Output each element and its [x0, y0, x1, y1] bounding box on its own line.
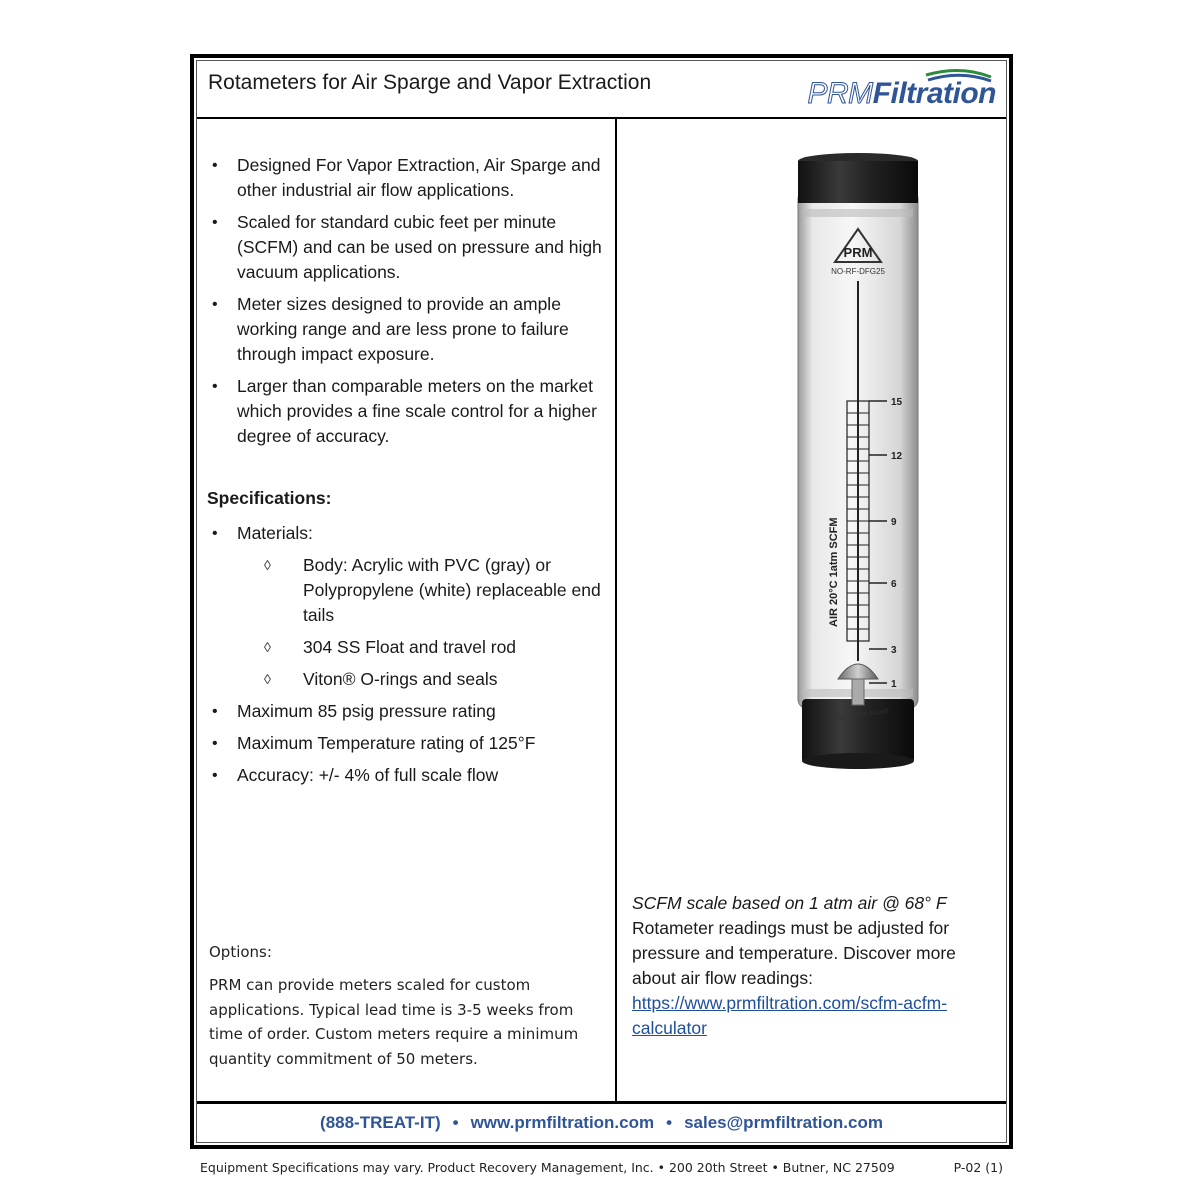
- spec-materials-label: • Materials:: [202, 521, 612, 546]
- prm-filtration-logo: [776, 65, 996, 113]
- scale-tick-label: 6: [891, 579, 897, 590]
- logo-prm-text: PRM: [807, 77, 873, 110]
- logo-filtration-text: Filtration: [872, 77, 996, 110]
- page-footer: [200, 1160, 1003, 1175]
- page-title: Rotameters for Air Sparge and Vapor Extraction: [208, 71, 652, 94]
- specifications-list: [202, 521, 612, 795]
- options-title: Options:: [209, 943, 272, 961]
- contact-band: [197, 1101, 1006, 1142]
- feature-item: • Scaled for standard cubic feet per minute (SCFM) and can be used on pressure and high vacuum applications.: [202, 210, 612, 285]
- material-item: ◊ Body: Acrylic with PVC (gray) or Polypropylene (white) replaceable end tails: [202, 553, 612, 628]
- photo-brand-mark: PRM: [843, 245, 873, 260]
- rotameter-illustration: [763, 149, 1093, 779]
- rotameter-photo: [763, 149, 1093, 779]
- spec-item: • Maximum 85 psig pressure rating: [202, 699, 612, 724]
- contact-separator: •: [452, 1113, 459, 1132]
- contact-email-link[interactable]: sales@prmfiltration.com: [684, 1113, 883, 1132]
- feature-item: • Designed For Vapor Extraction, Air Sparge and other industrial air flow applications.: [202, 153, 612, 203]
- acfm-calculator-link[interactable]: https://www.prmfiltration.com/scfm-acfm-calculator: [632, 993, 948, 1038]
- page-id: P-02 (1): [953, 1160, 1003, 1175]
- logo-wordmark: [808, 77, 997, 111]
- float-note: READ TOP OF FLOAT: [828, 708, 890, 724]
- options-body: PRM can provide meters scaled for custom applications. Typical lead time is 3-5 weeks from time of order. Custom meters require a minimum quantity commitment of 50 meters.: [209, 976, 579, 1068]
- scale-tick-label: 1: [891, 679, 897, 690]
- scale-units-label: AIR 20°C 1atm SCFM: [828, 517, 840, 627]
- specifications-heading: Specifications:: [207, 488, 332, 508]
- spec-item: • Accuracy: +/- 4% of full scale flow: [202, 763, 612, 788]
- feature-item: • Meter sizes designed to provide an ample working range and are less prone to failure through impact exposure.: [202, 292, 612, 367]
- feature-list: [202, 153, 612, 456]
- photo-model-code: NO-RF-DFG25: [831, 267, 885, 276]
- contact-phone: (888-TREAT-IT): [320, 1113, 441, 1132]
- spec-item: • Maximum Temperature rating of 125°F: [202, 731, 612, 756]
- caption-scale-basis: SCFM scale based on 1 atm air @ 68° F: [632, 893, 947, 913]
- scale-tick-label: 9: [891, 517, 897, 528]
- materials-sublist: [202, 553, 612, 692]
- column-divider: [615, 119, 617, 1103]
- photo-caption: [632, 891, 1002, 1041]
- feature-item: • Larger than comparable meters on the market which provides a fine scale control for a higher degree of accuracy.: [202, 374, 612, 449]
- contact-website-link[interactable]: www.prmfiltration.com: [470, 1113, 655, 1132]
- sheet-header: [197, 61, 1006, 119]
- spec-sheet: [190, 54, 1013, 1149]
- scale-tick-label: 12: [891, 451, 903, 462]
- caption-text: Rotameter readings must be adjusted for pressure and temperature. Discover more about air flow readings:: [632, 918, 956, 988]
- scale-tick-label: 3: [891, 645, 897, 656]
- options-section: [209, 943, 609, 1071]
- footer-disclaimer: Equipment Specifications may vary. Product Recovery Management, Inc. • 200 20th Street • Butner, NC 27509: [200, 1160, 895, 1175]
- material-item: ◊ 304 SS Float and travel rod: [202, 635, 612, 660]
- material-item: ◊ Viton® O-rings and seals: [202, 667, 612, 692]
- contact-separator: •: [666, 1113, 673, 1132]
- scale-tick-label: 15: [891, 397, 903, 408]
